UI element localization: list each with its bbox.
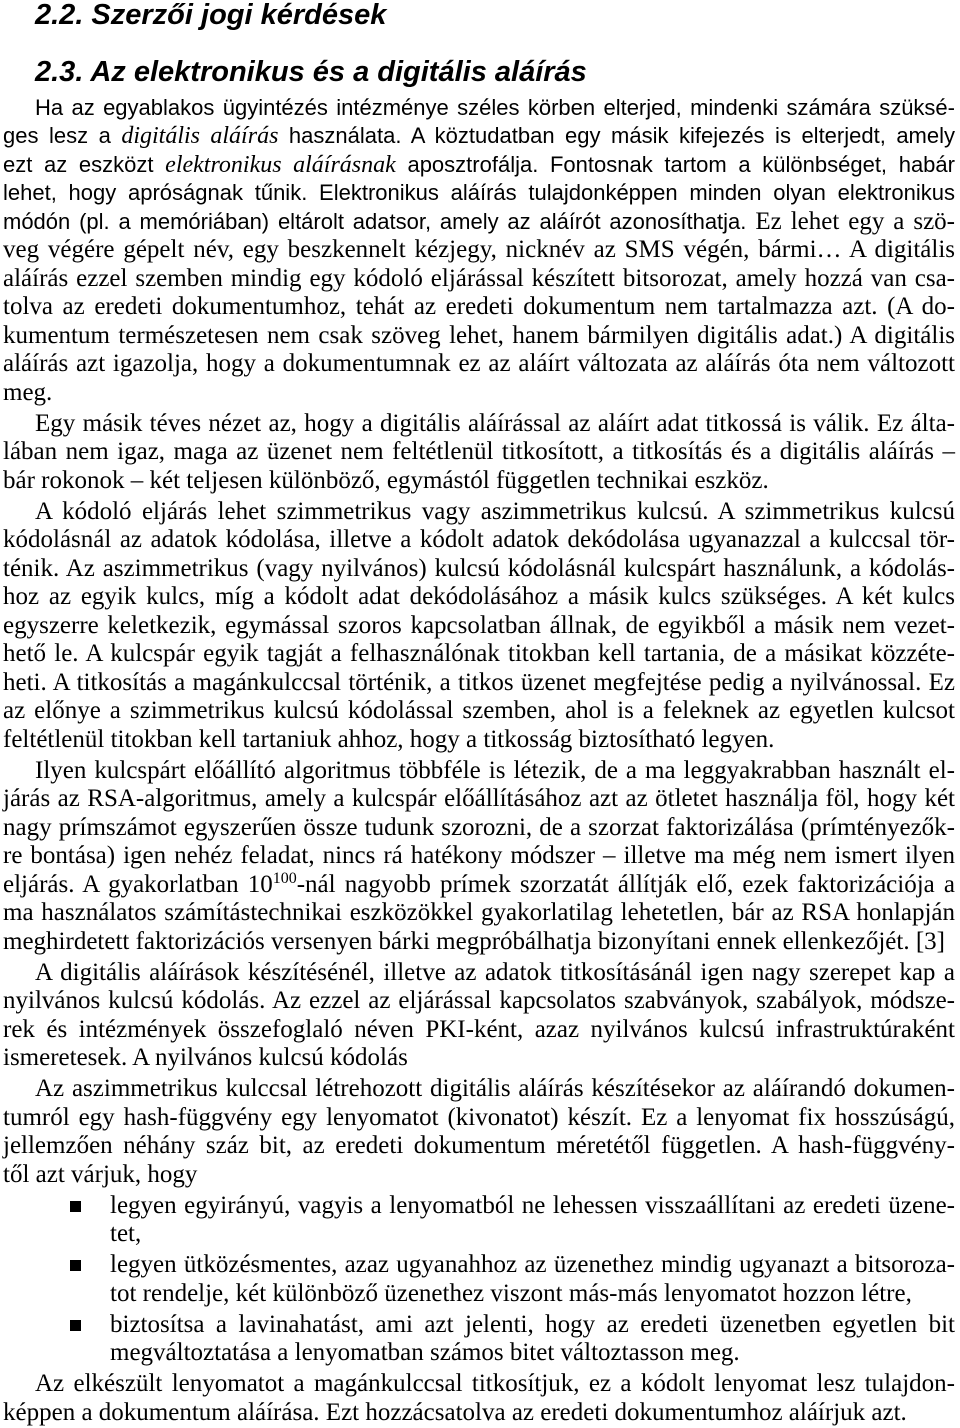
paragraph [3,959,955,1073]
text-run: kumentum természetesen nem csak szöveg lehet, hanem bármilyen digitális adat.) A digitális [3,321,955,349]
text-run: használata. A köztudatban egy másik kifejezés is elterjedt, amely [278,123,956,148]
text-line [3,379,955,408]
text-run: től azt várjuk, hogy [3,1160,198,1188]
text-line [3,498,955,527]
text-line-content [3,1399,907,1428]
text-line-content [3,1161,197,1190]
text-run: meg. [3,378,53,406]
text-line-content [3,236,955,265]
text-run: -nál nagyobb prímek szorzatát állítják elő, ezek faktorizációja a [296,870,955,898]
text-run: ismeretesek. A nyilvános kulcsú kódolás [3,1044,408,1071]
text-run: az előnye a szimmetrikus kulcsú kódolással szemben, ahol is a feleknek az egyetlen kulcsot [3,697,955,724]
paragraph [3,1075,955,1189]
text-run: Ilyen kulcspárt előállító algoritmus többféle is létezik, de a ma leggyakrabban használt el- [35,756,955,784]
text-run: 100 [272,869,297,887]
text-line [3,1220,955,1249]
text-run: aposztrofálja. Fontosnak tartom a különbséget, habár [395,151,955,177]
text-run: A digitális aláírások készítésénél, illetve az adatok titkosításánál igen nagy szerepet kap a [35,958,955,986]
text-run: elektronikus aláírásnak [165,151,396,178]
text-line [3,1075,955,1104]
paragraph [3,410,955,496]
text-line [3,1016,955,1045]
text-run: lában nem igaz, maga az üzenet nem feltétlenül titkosított, a titkosítás és a digitális aláírás – [3,438,955,465]
text-run: járás az RSA-algoritmus, amely a kulcspár előállításához azt az ötletet használja föl, hogy két [3,785,955,812]
text-line [3,208,955,237]
text-line [3,583,955,612]
text-line-content [35,498,955,527]
text-run: módón (pl. a memóriában) eltárolt adatsor, amely az aláírót azonosíthatja. [3,208,747,234]
text-run: tet, [110,1220,142,1247]
text-line-content [3,785,955,814]
text-line [3,987,955,1016]
text-run: legyen ütközésmentes, azaz ugyanahhoz az üzenethez mindig ugyanazt a bitsoroza- [110,1251,955,1278]
text-line-content [3,179,955,208]
text-line-content [35,1370,955,1399]
text-line-content [3,987,955,1016]
text-line [3,265,955,294]
text-line-content [3,151,955,180]
text-line-content [3,122,955,151]
text-line [3,122,955,151]
text-line-content [110,1192,955,1221]
text-line-content [3,640,955,669]
square-bullet-icon [70,1260,81,1271]
text-run: hető le. A kulcspár egyik tagját a felhasználónak titokban kell tartania, de a másikat közzéte- [3,640,955,667]
paragraph [3,1370,955,1427]
text-line [3,899,955,928]
section-heading-copyright: 2.2. Szerzői jogi kérdések [35,0,387,31]
text-run: feltétlenül titokban kell tartaniuk ahhoz, hogy a titkosság biztosítható legyen. [3,725,775,753]
text-line-content [3,293,955,322]
text-line-content [35,757,955,786]
text-line-content [3,1132,955,1161]
text-line [3,1044,955,1073]
text-line [3,350,955,379]
text-line-content [3,871,955,900]
square-bullet-icon [70,1320,81,1331]
text-line-content [3,726,774,755]
text-run: Az aszimmetrikus kulccsal létrehozott digitális aláírás készítésekor az aláírandó dokumen- [35,1075,955,1102]
text-run: eljárás. A gyakorlatban 10 [3,870,273,898]
text-line [3,697,955,726]
text-line [3,1251,955,1280]
text-line-content [3,669,955,698]
text-line [3,612,955,641]
text-line-content [3,322,955,351]
text-line-content [3,555,955,584]
text-run: re bontása) igen nehéz feladat, nincs rá hatékony módszer – illetve ma még nem ismert ilyen [3,842,955,869]
text-run: nagy prímszámot egyszerűen össze tudunk szorozni, de a szorzat faktorizálása (prímtényezők- [3,813,955,841]
text-line [3,179,955,208]
text-run: bár rokonok – két teljesen különböző, egymástól független technikai eszköz. [3,466,769,494]
text-line [3,1370,955,1399]
text-run: ezt az eszközt [3,151,166,177]
text-line-content [3,842,955,871]
text-line [3,1399,955,1428]
text-run: heti. A titkosítás a magánkulccsal történik, a titkos üzenet megfejtése pedig a nyilvánossal. Ez [3,668,955,696]
square-bullet-icon [70,1201,81,1212]
text-line [3,757,955,786]
text-line [3,1280,955,1309]
text-run: kódolásnál az adatok kódolása, illetve a kódolt adatok dekódolása ugyanazzal a kulccsal tör- [3,526,955,553]
text-line-content [3,526,955,555]
text-run: biztosítsa a lavinahatást, ami azt jelenti, hogy az eredeti üzenetben egyetlen bit [110,1310,955,1338]
text-line-content [3,265,955,294]
text-run: Ha az egyablakos ügyintézés intézménye széles körben elterjed, mindenki számára szüksé- [35,94,955,120]
text-line [3,1132,955,1161]
text-run: ténik. Az aszimmetrikus (vagy nyilvános) kulcsú kódolásnál kulcspárt használunk, a kódolás- [3,554,955,582]
text-line [3,293,955,322]
text-line-content [3,583,955,612]
text-line [3,959,955,988]
text-line [3,410,955,439]
bullet-list-item [3,1192,955,1249]
text-run: veg végére gépelt név, egy beszkennelt kézjegy, nicknév az SMS végén, bármi… A digitális [3,236,955,263]
text-line [3,1161,955,1190]
text-run: nyilvános kulcsú kódolás. Az ezzel az eljárással kapcsolatos szabványok, szabályok, módsze- [3,987,955,1014]
text-run: hoz az egyik kulcs, míg a kódolt adat dekódolásához a másik kulcs szükséges. A két kulcs [3,583,955,610]
text-line-content [110,1251,955,1280]
text-line [3,94,955,123]
text-line [3,555,955,584]
text-line-content [3,1044,408,1073]
text-run: Egy másik téves nézet az, hogy a digitális aláírással az aláírt adat titkossá is válik. Ez álta- [35,409,955,437]
text-line-content [35,94,955,123]
text-line [3,640,955,669]
text-run: aláírás ezzel szemben mindig egy kódoló eljárással készített bitsorozat, amely hozzá van csa- [3,264,955,292]
paragraph [3,94,955,408]
text-run: tumról egy hash-függvény egy lenyomatot (kivonatot) készít. Ez a lenyomat fix hosszúságú, [3,1103,955,1131]
text-line [3,1339,955,1368]
text-line [3,1311,955,1340]
text-run: aláírás azt igazolja, hogy a dokumentumnak ez az aláírt változata az aláírás óta nem változott [3,350,955,377]
section-heading-signatures: 2.3. Az elektronikus és a digitális aláírás [35,56,587,88]
paragraph [3,498,955,755]
text-line [3,236,955,265]
text-line [3,814,955,843]
text-line [3,928,955,957]
text-line-content [110,1339,740,1368]
text-run: lehet, hogy apróságnak tűnik. Elektronikus aláírás tulajdonképpen minden olyan elektronikus [3,180,955,205]
text-line [3,871,955,900]
text-run: rek és intézmények összefoglaló néven PKI-ként, azaz nyilvános kulcsú infrastruktúraként [3,1015,955,1043]
text-line [3,151,955,180]
text-run: képpen a dokumentum aláírása. Ezt hozzácsatolva az eredeti dokumentumhoz aláírjuk azt. [3,1398,907,1426]
text-run: ges lesz a [3,123,122,148]
text-run: ma használatos számítástechnikai eszközökkel gyakorlatilag lehetetlen, bár az RSA honlapján [3,899,955,926]
text-line-content [3,438,955,467]
text-run: Ez lehet egy a szö- [746,207,956,235]
text-line [3,467,955,496]
text-run: egyszerre keletkezik, egymással szoros kapcsolatban állnak, de egyikből a másik nem vezet- [3,611,955,639]
text-line [3,322,955,351]
text-line-content [110,1311,955,1340]
text-line-content [35,410,955,439]
text-line-content [35,1075,955,1104]
document-body [3,94,955,1428]
text-line-content [110,1280,912,1309]
text-line [3,726,955,755]
text-line-content [3,612,955,641]
text-line-content [3,814,955,843]
text-run: legyen egyirányú, vagyis a lenyomatból ne lehessen visszaállítani az eredeti üzene- [110,1191,955,1219]
paragraph [3,757,955,957]
text-line-content [3,697,955,726]
text-line [3,842,955,871]
text-line-content [3,467,769,496]
text-run: jellemzően néhány száz bit, az eredeti dokumentum méretétől független. A hash-függvény- [3,1132,955,1159]
text-line [3,785,955,814]
text-line [3,669,955,698]
text-run: meghirdetett faktorizációs versenyen bárki megpróbálhatja bizonyítani ennek ellenkezőjét. [3] [3,927,945,955]
bullet-list-item [3,1251,955,1308]
text-line-content [110,1220,141,1249]
bullet-list-item [3,1311,955,1368]
text-run: A kódoló eljárás lehet szimmetrikus vagy aszimmetrikus kulcsú. A szimmetrikus kulcsú [35,497,955,525]
text-line-content [35,959,955,988]
text-run: tot rendelje, két különböző üzenethez viszont más-más lenyomatot hozzon létre, [110,1279,912,1307]
text-run: Az elkészült lenyomatot a magánkulccsal titkosítjuk, ez a kódolt lenyomat lesz tulajdon- [35,1370,955,1397]
text-line-content [3,208,955,237]
text-line [3,1192,955,1221]
text-line-content [3,928,945,957]
text-line-content [3,1104,955,1133]
text-line [3,526,955,555]
text-line [3,1104,955,1133]
text-line-content [3,1016,955,1045]
text-run: megváltoztatása a lenyomatban számos bitet változtasson meg. [110,1339,740,1366]
text-line-content [3,379,52,408]
text-line-content [3,350,955,379]
text-line [3,438,955,467]
text-run: digitális aláírás [121,123,279,149]
text-run: tolva az eredeti dokumentumhoz, tehát az eredeti dokumentum nem tartalmazza azt. (A do- [3,293,955,320]
text-line-content [3,899,955,928]
